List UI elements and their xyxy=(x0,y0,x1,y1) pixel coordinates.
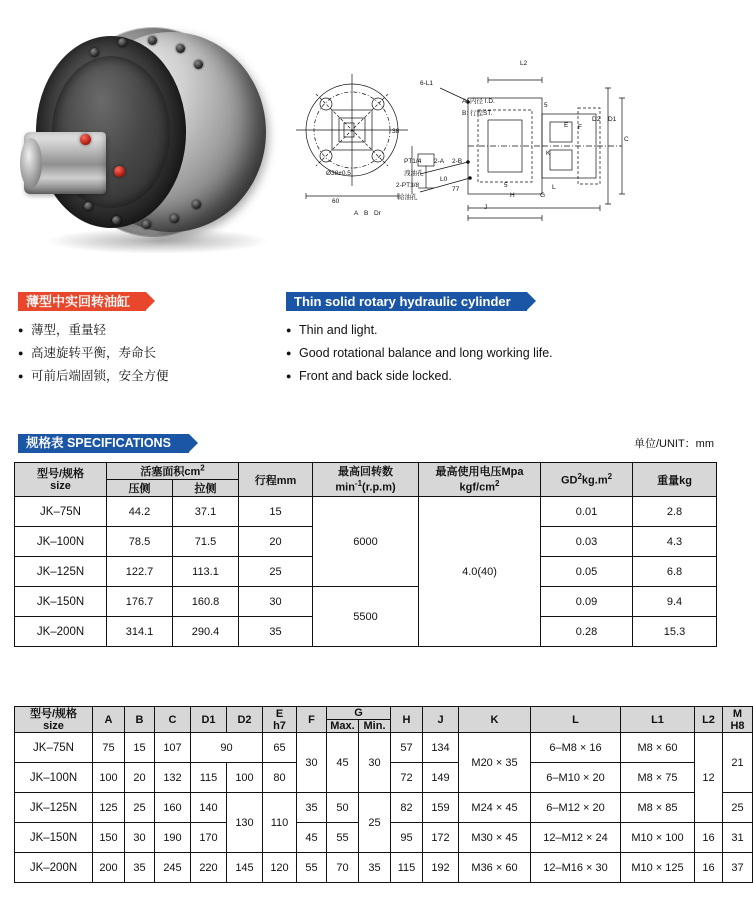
spec-title: 规格表 SPECIFICATIONS xyxy=(18,434,189,453)
port-plug-icon xyxy=(80,134,91,145)
table-row xyxy=(15,497,717,527)
cell-H: 115 xyxy=(391,853,423,883)
shaft-end-cap xyxy=(20,138,42,188)
list-item: ● Good rotational balance and long working life. xyxy=(286,343,716,363)
unit-note: 单位/UNIT：mm xyxy=(633,438,714,450)
th2-A: A xyxy=(93,707,125,733)
technical-drawings xyxy=(292,58,717,238)
drawing-dimension-label: J xyxy=(484,204,488,211)
cell-G-min: 30 xyxy=(359,733,391,793)
bolt-icon xyxy=(148,36,157,45)
photo-shadow xyxy=(46,228,270,254)
spec-header xyxy=(0,434,730,456)
bolt-icon xyxy=(90,48,99,57)
cell-J: 172 xyxy=(423,823,459,853)
th2-model: 型号/规格 size xyxy=(15,707,93,733)
cell-D1: 170 xyxy=(191,823,227,853)
features-en-list xyxy=(286,320,716,386)
th-gd2: $GD^2kg.m^2$ xyxy=(541,463,633,497)
cell-area-pull: 113.1 xyxy=(173,557,239,587)
th-area-push: 压侧 xyxy=(107,480,173,497)
cell-area-push: 78.5 xyxy=(107,527,173,557)
cell-area-pull: 290.4 xyxy=(173,617,239,647)
th2-B: B xyxy=(125,707,155,733)
cell-A: 200 xyxy=(93,853,125,883)
drawing-dimension-label: 2-B xyxy=(452,158,463,165)
cell-L: 12–M16 × 30 xyxy=(531,853,621,883)
cell-model: JK–150N xyxy=(15,587,107,617)
drawing-dimension-label: 38 xyxy=(392,128,400,135)
cell-G-max: 45 xyxy=(327,733,359,793)
features-english-column xyxy=(286,292,716,389)
cell-G-max: 55 xyxy=(327,823,359,853)
th2-C: C xyxy=(155,707,191,733)
cell-stroke: 15 xyxy=(239,497,313,527)
cell-F: 30 xyxy=(297,733,327,793)
drawing-dimension-label: L2 xyxy=(520,60,528,67)
cell-weight: 15.3 xyxy=(633,617,717,647)
cell-model: JK–200N xyxy=(15,617,107,647)
cell-E: 80 xyxy=(263,763,297,793)
th2-K: K xyxy=(459,707,531,733)
th-model-cn: 型号/规格 xyxy=(36,467,85,480)
cell-model: JK–75N xyxy=(15,733,93,763)
cell-H: 95 xyxy=(391,823,423,853)
drawing-dimension-label: 2-PT3/8 xyxy=(396,182,420,189)
cell-A: 150 xyxy=(93,823,125,853)
bolt-icon xyxy=(176,44,185,53)
bolt-icon xyxy=(84,202,93,211)
cell-B: 25 xyxy=(125,793,155,823)
features-en-title: Thin solid rotary hydraulic cylinder xyxy=(286,292,527,311)
cell-L: 6–M12 × 20 xyxy=(531,793,621,823)
cell-K: M20 × 35 xyxy=(459,733,531,793)
cell-F: 45 xyxy=(297,823,327,853)
drawing-dimension-label: D1 xyxy=(608,116,617,123)
drawing-dimension-label: B: 行程ST. xyxy=(462,110,493,117)
drawing-dimension-label: C xyxy=(624,136,629,143)
cell-G-max: 70 xyxy=(327,853,359,883)
drawing-dimension-label: K xyxy=(546,150,551,157)
drawing-dimension-label: L xyxy=(552,184,556,191)
table2-body xyxy=(15,733,753,883)
cell-D1: 115 xyxy=(191,763,227,793)
features-chinese-column xyxy=(18,292,278,389)
th-stroke: 行程mm xyxy=(239,463,313,497)
th2-J: J xyxy=(423,707,459,733)
drawing-dimension-label: L0 xyxy=(440,176,448,183)
drawing-dimension-label: G xyxy=(540,192,546,199)
cell-J: 159 xyxy=(423,793,459,823)
drawing-dimension-label: 6-L1 xyxy=(420,80,434,87)
cell-area-pull: 71.5 xyxy=(173,527,239,557)
cell-area-pull: 37.1 xyxy=(173,497,239,527)
features-cn-list xyxy=(18,320,278,386)
cell-D1: 90 xyxy=(191,733,263,763)
cell-M: 37 xyxy=(723,853,753,883)
cell-G-max: 50 xyxy=(327,793,359,823)
cell-area-push: 44.2 xyxy=(107,497,173,527)
cell-L1: M10 × 125 xyxy=(621,853,695,883)
product-photo xyxy=(18,14,280,254)
cell-model: JK–75N xyxy=(15,497,107,527)
cell-gd2: 0.01 xyxy=(541,497,633,527)
th2-D1: D1 xyxy=(191,707,227,733)
drawing-dimension-label: 洩油孔 xyxy=(404,170,424,177)
cell-pressure: 4.0(40) xyxy=(419,497,541,647)
cell-weight: 4.3 xyxy=(633,527,717,557)
cell-weight: 2.8 xyxy=(633,497,717,527)
th2-L1: L1 xyxy=(621,707,695,733)
cell-gd2: 0.05 xyxy=(541,557,633,587)
cell-area-pull: 160.8 xyxy=(173,587,239,617)
th2-G: G xyxy=(327,707,391,720)
cell-model: JK–100N xyxy=(15,763,93,793)
cell-area-push: 314.1 xyxy=(107,617,173,647)
cell-G-min: 35 xyxy=(359,853,391,883)
th2-L: L xyxy=(531,707,621,733)
th-model-en: size xyxy=(50,479,71,492)
drawing-dimension-label: Dr xyxy=(374,210,381,217)
cell-A: 75 xyxy=(93,733,125,763)
drawing-dimension-label: H xyxy=(510,192,515,199)
hero-section xyxy=(0,0,730,268)
features-cn-title: 薄型中实回转油缸 xyxy=(18,292,146,311)
cell-D2: 130 xyxy=(227,793,263,853)
list-item: ● Front and back side locked. xyxy=(286,366,716,386)
cell-G-min: 25 xyxy=(359,793,391,853)
cell-model: JK–100N xyxy=(15,527,107,557)
cell-C: 132 xyxy=(155,763,191,793)
cell-M: 31 xyxy=(723,823,753,853)
cell-D1: 140 xyxy=(191,793,227,823)
bolt-icon xyxy=(118,38,127,47)
cell-D2: 100 xyxy=(227,763,263,793)
cell-J: 192 xyxy=(423,853,459,883)
drawing-dimension-label: A: 内径 I.D. xyxy=(462,98,495,105)
table-row xyxy=(15,733,753,763)
cell-L1: M10 × 100 xyxy=(621,823,695,853)
cell-M: 21 xyxy=(723,733,753,793)
cell-rpm-6000: 6000 xyxy=(313,497,419,587)
th2-E: E h7 xyxy=(263,707,297,733)
th-max-pressure: 最高使用电压Mpa kgf/$cm^2$ xyxy=(419,463,541,497)
drawing-dimension-label: F xyxy=(578,124,582,131)
cell-E: 120 xyxy=(263,853,297,883)
port-plug-icon xyxy=(114,166,125,177)
cell-E: 65 xyxy=(263,733,297,763)
drawing-dimension-label: PT1/4 xyxy=(404,158,422,165)
cell-A: 100 xyxy=(93,763,125,793)
th-area-pull: 拉侧 xyxy=(173,480,239,497)
cell-J: 149 xyxy=(423,763,459,793)
th2-G-min: Min. xyxy=(359,720,391,733)
drawing-dimension-label: 2-A xyxy=(434,158,445,165)
th-piston-area: 活塞面积$cm^2$ xyxy=(107,463,239,480)
cell-B: 35 xyxy=(125,853,155,883)
cell-C: 190 xyxy=(155,823,191,853)
cell-K: M36 × 60 xyxy=(459,853,531,883)
cell-B: 15 xyxy=(125,733,155,763)
cell-stroke: 20 xyxy=(239,527,313,557)
bolt-icon xyxy=(192,200,201,209)
table1-body xyxy=(15,497,717,647)
list-item: ● 可前后端固锁，安全方便 xyxy=(18,366,278,386)
drawing-dimension-label: 5 xyxy=(544,102,548,109)
cell-L1: M8 × 85 xyxy=(621,793,695,823)
cell-model: JK–125N xyxy=(15,557,107,587)
th2-H: H xyxy=(391,707,423,733)
cell-D2: 145 xyxy=(227,853,263,883)
drawing-dimension-label: B xyxy=(364,210,369,217)
table-row xyxy=(15,853,753,883)
specifications-table-1 xyxy=(14,462,717,647)
cell-weight: 9.4 xyxy=(633,587,717,617)
drawing-dimension-label: D2 xyxy=(592,116,601,123)
cell-L2: 16 xyxy=(695,823,723,853)
th-weight: 重量kg xyxy=(633,463,717,497)
cell-stroke: 35 xyxy=(239,617,313,647)
th-model xyxy=(15,463,107,497)
th2-D2: D2 xyxy=(227,707,263,733)
th2-M: M H8 xyxy=(723,707,753,733)
th-max-rpm: 最高回转数 $\min^{-1}(r.p.m)$ xyxy=(313,463,419,497)
drawing-dimension-label: 77 xyxy=(452,186,460,193)
bolt-icon xyxy=(194,60,203,69)
cell-area-push: 176.7 xyxy=(107,587,173,617)
cell-weight: 6.8 xyxy=(633,557,717,587)
drawing-dimension-label: 給油孔 xyxy=(398,194,418,201)
cell-model: JK–125N xyxy=(15,793,93,823)
cell-gd2: 0.09 xyxy=(541,587,633,617)
drawing-dimension-label: 5 xyxy=(504,182,508,189)
cell-L: 12–M12 × 24 xyxy=(531,823,621,853)
table-row xyxy=(15,587,717,617)
drawing-dimension-label: E xyxy=(564,122,569,129)
dimensions-table-2 xyxy=(14,706,753,883)
cell-E: 110 xyxy=(263,793,297,853)
cell-L: 6–M10 × 20 xyxy=(531,763,621,793)
cell-H: 57 xyxy=(391,733,423,763)
list-item: ● 高速旋转平衡，寿命长 xyxy=(18,343,278,363)
cell-gd2: 0.28 xyxy=(541,617,633,647)
cell-L: 6–M8 × 16 xyxy=(531,733,621,763)
drawing-dimension-label: 60 xyxy=(332,198,340,205)
cell-gd2: 0.03 xyxy=(541,527,633,557)
cell-A: 125 xyxy=(93,793,125,823)
cell-C: 245 xyxy=(155,853,191,883)
cell-H: 82 xyxy=(391,793,423,823)
cell-model: JK–150N xyxy=(15,823,93,853)
cell-F: 35 xyxy=(297,793,327,823)
cell-B: 30 xyxy=(125,823,155,853)
cell-L2: 12 xyxy=(695,733,723,823)
cell-L1: M8 × 60 xyxy=(621,733,695,763)
bolt-icon xyxy=(112,216,121,225)
bolt-icon xyxy=(170,214,179,223)
cell-rpm-5500: 5500 xyxy=(313,587,419,647)
cell-K: M30 × 45 xyxy=(459,823,531,853)
cell-stroke: 25 xyxy=(239,557,313,587)
cell-F: 55 xyxy=(297,853,327,883)
drawing-dimension-label: A xyxy=(354,210,359,217)
cell-H: 72 xyxy=(391,763,423,793)
th2-F: F xyxy=(297,707,327,733)
cell-K: M24 × 45 xyxy=(459,793,531,823)
drawing-dimension-label: Ø38±0.5 xyxy=(326,170,351,177)
list-item: ● 薄型，重量轻 xyxy=(18,320,278,340)
cell-J: 134 xyxy=(423,733,459,763)
cell-B: 20 xyxy=(125,763,155,793)
cell-L2: 16 xyxy=(695,853,723,883)
cell-D1: 220 xyxy=(191,853,227,883)
cell-model: JK–200N xyxy=(15,853,93,883)
th2-L2: L2 xyxy=(695,707,723,733)
cell-L1: M8 × 75 xyxy=(621,763,695,793)
cell-stroke: 30 xyxy=(239,587,313,617)
cell-C: 107 xyxy=(155,733,191,763)
cell-C: 160 xyxy=(155,793,191,823)
list-item: ● Thin and light. xyxy=(286,320,716,340)
table-row xyxy=(15,793,753,823)
th2-G-max: Max. xyxy=(327,720,359,733)
cell-M: 25 xyxy=(723,793,753,823)
cell-area-push: 122.7 xyxy=(107,557,173,587)
